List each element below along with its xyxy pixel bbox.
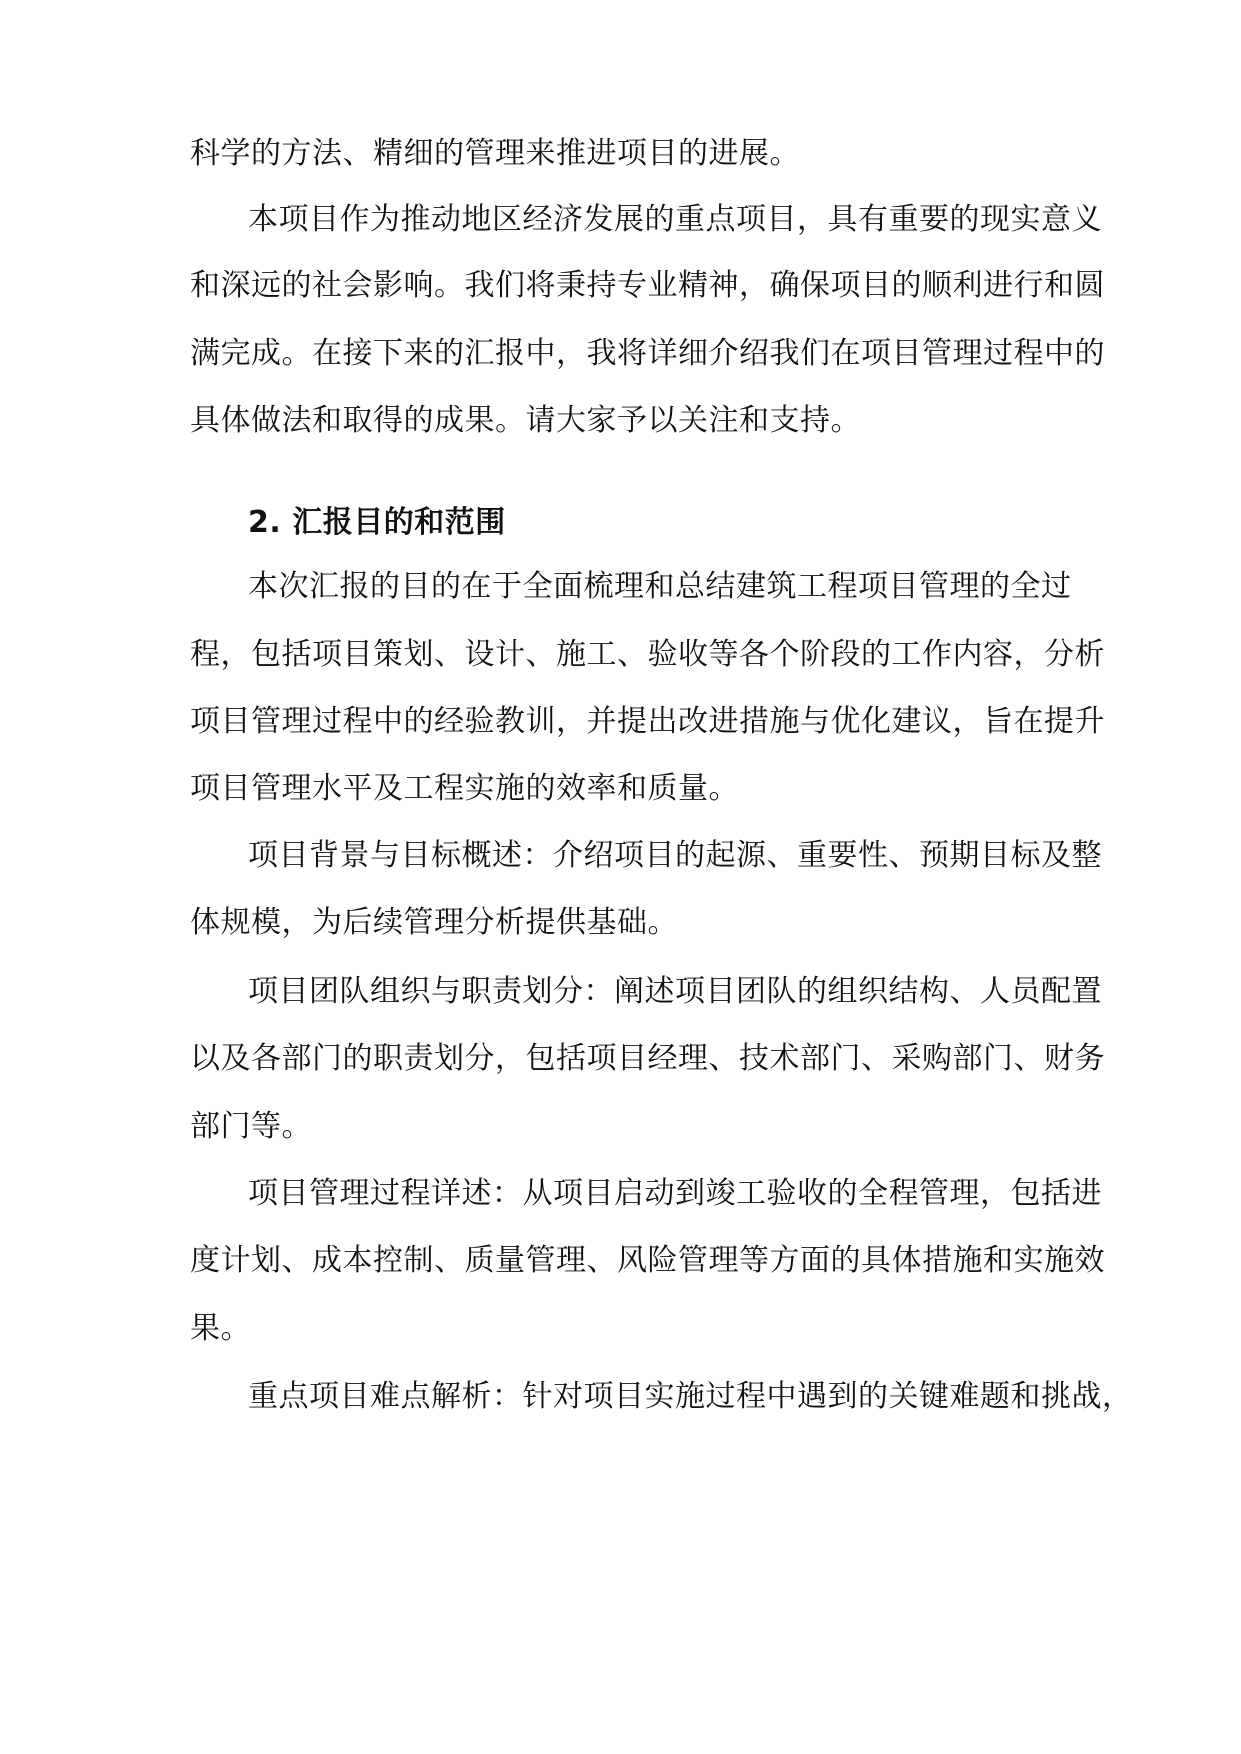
section-paragraph-1-line-1: 本次汇报的目的在于全面梳理和总结建筑工程项目管理的全过 bbox=[248, 569, 1072, 604]
section-paragraph-2-line-2: 体规模，为后续管理分析提供基础。 bbox=[190, 905, 678, 940]
paragraph-1-line-3: 满完成。在接下来的汇报中，我将详细介绍我们在项目管理过程中的 bbox=[190, 336, 1105, 371]
section-paragraph-3-line-3: 部门等。 bbox=[190, 1109, 312, 1144]
section-paragraph-1-line-4: 项目管理水平及工程实施的效率和质量。 bbox=[190, 771, 739, 806]
section-heading: 2. 汇报目的和范围 bbox=[248, 505, 506, 540]
section-paragraph-3-line-1: 项目团队组织与职责划分：阐述项目团队的组织结构、人员配置 bbox=[248, 974, 1102, 1009]
section-paragraph-2-line-1: 项目背景与目标概述：介绍项目的起源、重要性、预期目标及整 bbox=[248, 838, 1102, 873]
section-paragraph-1-line-3: 项目管理过程中的经验教训，并提出改进措施与优化建议，旨在提升 bbox=[190, 704, 1105, 739]
paragraph-0-line-1: 科学的方法、精细的管理来推进项目的进展。 bbox=[190, 136, 800, 171]
section-paragraph-4-line-3: 果。 bbox=[190, 1311, 251, 1346]
section-paragraph-4-line-2: 度计划、成本控制、质量管理、风险管理等方面的具体措施和实施效 bbox=[190, 1243, 1105, 1278]
paragraph-1-line-1: 本项目作为推动地区经济发展的重点项目，具有重要的现实意义 bbox=[248, 202, 1102, 237]
section-paragraph-4-line-1: 项目管理过程详述：从项目启动到竣工验收的全程管理，包括进 bbox=[248, 1176, 1102, 1211]
section-paragraph-1-line-2: 程，包括项目策划、设计、施工、验收等各个阶段的工作内容，分析 bbox=[190, 637, 1105, 672]
section-paragraph-3-line-2: 以及各部门的职责划分，包括项目经理、技术部门、采购部门、财务 bbox=[190, 1041, 1105, 1076]
paragraph-1-line-2: 和深远的社会影响。我们将秉持专业精神，确保项目的顺利进行和圆 bbox=[190, 268, 1105, 303]
paragraph-1-line-4: 具体做法和取得的成果。请大家予以关注和支持。 bbox=[190, 403, 861, 438]
section-paragraph-5-line-1: 重点项目难点解析：针对项目实施过程中遇到的关键难题和挑战， bbox=[248, 1379, 1133, 1414]
